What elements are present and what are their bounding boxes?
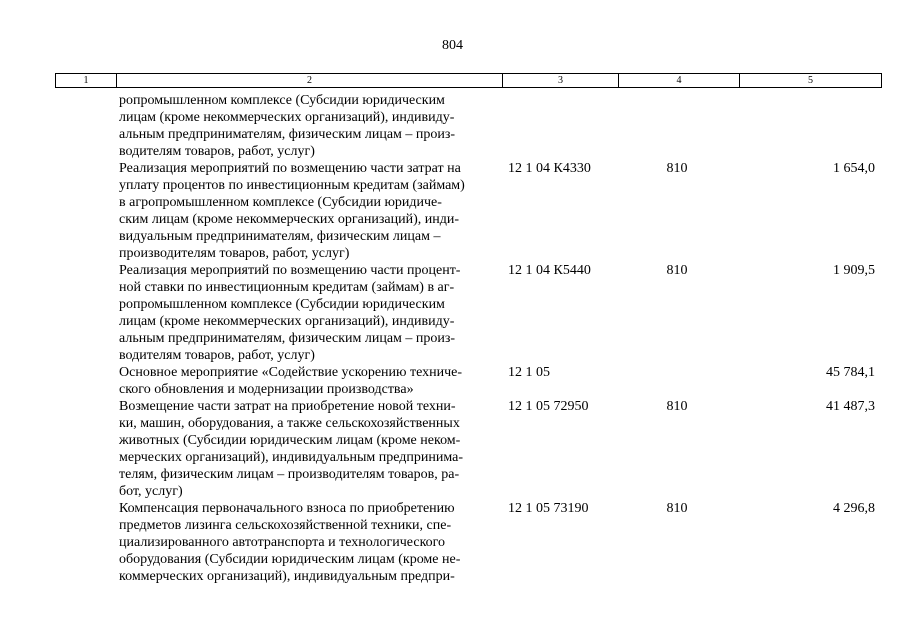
row-description (119, 160, 499, 262)
description-line: Возмещение части затрат на приобретение новой техни- (119, 399, 456, 414)
header-col-1: 1 (83, 75, 89, 86)
row-code: 12 1 05 72950 (508, 399, 589, 414)
row-description (119, 262, 499, 364)
header-col-5: 5 (739, 74, 881, 87)
table-row (0, 262, 905, 364)
description-line: Основное мероприятие «Содействие ускорению техниче- (119, 365, 463, 380)
row-description (119, 500, 499, 585)
description-line: телям, физическим лицам – производителям товаров, ра- (119, 467, 460, 482)
header-col-2: 2 (116, 74, 502, 87)
table-row (0, 92, 905, 160)
description-line: Реализация мероприятий по возмещению части процент- (119, 263, 461, 278)
description-line: животных (Субсидии юридическим лицам (кроме неком- (119, 433, 461, 448)
row-description (119, 92, 499, 160)
row-code: 12 1 04 К5440 (508, 263, 591, 278)
description-line: водителям товаров, работ, услуг) (119, 348, 315, 363)
row-description (119, 364, 499, 398)
description-line: мерческих организаций), индивидуальным предпринима- (119, 450, 464, 465)
description-line: бот, услуг) (119, 484, 183, 499)
row-amount: 4 296,8 (833, 501, 875, 516)
description-line: оборудования (Субсидии юридическим лицам (кроме не- (119, 552, 461, 567)
description-line: водителям товаров, работ, услуг) (119, 144, 315, 159)
table-body (0, 92, 905, 585)
description-line: ропромышленном комплексе (Субсидии юридическим (119, 93, 445, 108)
header-col-3: 3 (502, 74, 618, 87)
row-code: 12 1 04 К4330 (508, 161, 591, 176)
table-row (0, 364, 905, 398)
description-line: ского обновления и модернизации производства» (119, 382, 414, 397)
description-line: ной ставки по инвестиционным кредитам (займам) в аг- (119, 280, 455, 295)
description-line: ки, машин, оборудования, а также сельскохозяйственных (119, 416, 460, 431)
table-row (0, 398, 905, 500)
description-line: Реализация мероприятий по возмещению части затрат на (119, 161, 461, 176)
description-line: Компенсация первоначального взноса по приобретению (119, 501, 455, 516)
description-line: лицам (кроме некоммерческих организаций), индивиду- (119, 110, 455, 125)
description-line: видуальным предпринимателям, физическим лицам – (119, 229, 441, 244)
description-line: коммерческих организаций), индивидуальным предпри- (119, 569, 455, 584)
row-expense-type: 810 (666, 263, 688, 278)
page-number: 804 (442, 38, 463, 53)
description-line: лицам (кроме некоммерческих организаций), индивиду- (119, 314, 455, 329)
description-line: ским лицам (кроме некоммерческих организаций), инди- (119, 212, 459, 227)
table-header (55, 73, 882, 88)
row-amount: 1 654,0 (833, 161, 875, 176)
row-code: 12 1 05 73190 (508, 501, 589, 516)
description-line: альным предпринимателям, физическим лицам – произ- (119, 127, 456, 142)
description-line: предметов лизинга сельскохозяйственной техники, спе- (119, 518, 452, 533)
row-expense-type: 810 (666, 501, 688, 516)
row-expense-type: 810 (666, 161, 688, 176)
table-row (0, 160, 905, 262)
table-row (0, 500, 905, 585)
description-line: альным предпринимателям, физическим лицам – произ- (119, 331, 456, 346)
row-code: 12 1 05 (508, 365, 550, 380)
description-line: уплату процентов по инвестиционным кредитам (займам) (119, 178, 465, 193)
description-line: в агропромышленном комплексе (Субсидии юридиче- (119, 195, 442, 210)
description-line: ропромышленном комплексе (Субсидии юридическим (119, 297, 445, 312)
row-description (119, 398, 499, 500)
row-expense-type: 810 (666, 399, 688, 414)
description-line: циализированного автотранспорта и технологического (119, 535, 446, 550)
header-col-4: 4 (618, 74, 739, 87)
row-amount: 45 784,1 (826, 365, 875, 380)
description-line: производителям товаров, работ, услуг) (119, 246, 350, 261)
row-amount: 41 487,3 (826, 399, 875, 414)
row-amount: 1 909,5 (833, 263, 875, 278)
